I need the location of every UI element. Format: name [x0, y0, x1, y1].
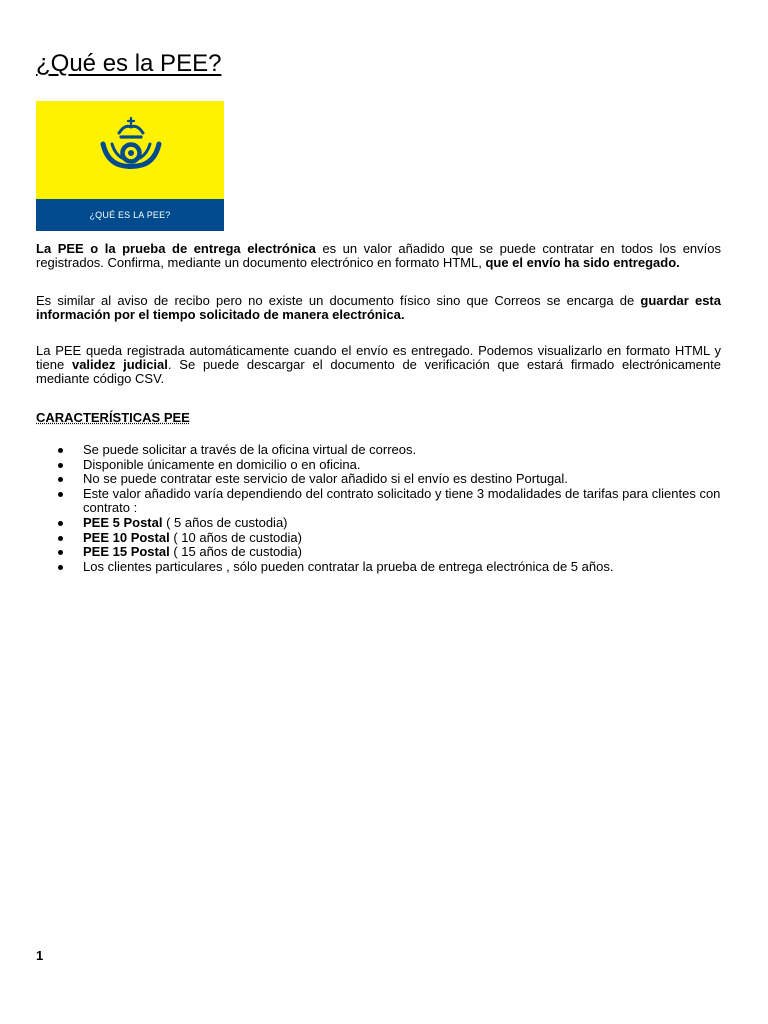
list-item-text: Disponible únicamente en domicilio o en oficina. — [83, 456, 361, 472]
paragraph-bold-text: que el envío ha sido entregado. — [485, 255, 680, 270]
list-item — [36, 472, 721, 487]
characteristics-list — [36, 443, 721, 574]
paragraph-bold-text: validez judicial — [71, 357, 168, 372]
list-item — [36, 487, 721, 516]
banner-caption: ¿QUÉ ES LA PEE? — [36, 199, 224, 231]
list-item — [36, 443, 721, 458]
list-item — [36, 531, 721, 546]
banner-yellow-area — [36, 101, 224, 199]
list-item-bold: PEE 5 Postal — [83, 514, 163, 530]
list-item-bold: PEE 10 Postal — [83, 529, 170, 545]
list-item-text: ( 15 años de custodia) — [169, 544, 302, 560]
list-item-text: Los clientes particulares , sólo pueden contratar la prueba de entrega electrónica de 5 años. — [83, 558, 614, 574]
paragraph-registration — [36, 344, 721, 386]
bullet-icon — [58, 492, 63, 497]
paragraph-definition — [36, 242, 721, 270]
bullet-icon — [58, 565, 63, 570]
list-item-text: ( 10 años de custodia) — [169, 529, 302, 545]
paragraph-bold-text: La PEE o la prueba de entrega electrónica — [36, 241, 316, 256]
paragraph-text: . Se puede descargar el documento de verificación que estará firmado electrónicamente mediante código CSV. — [36, 357, 721, 386]
list-item — [36, 560, 721, 575]
paragraph-text: Es similar al aviso de recibo pero no existe un documento físico sino que Correos se encarga de — [36, 293, 641, 308]
paragraph-comparison — [36, 294, 721, 322]
bullet-icon — [58, 536, 63, 541]
list-item — [36, 516, 721, 531]
paragraph-bold-text: guardar esta información por el tiempo solicitado de manera electrónica. — [36, 293, 721, 322]
list-item — [36, 458, 721, 473]
bullet-icon — [58, 521, 63, 526]
list-item-text: ( 5 años de custodia) — [162, 514, 288, 530]
list-item-text: No se puede contratar este servicio de valor añadido si el envío es destino Portugal. — [83, 471, 568, 487]
list-item-text: Se puede solicitar a través de la oficina virtual de correos. — [83, 442, 417, 457]
pee-banner-image — [36, 101, 224, 231]
list-item — [36, 545, 721, 560]
correos-logo-icon — [98, 116, 164, 178]
bullet-icon — [58, 463, 63, 468]
page-title: ¿Qué es la PEE? — [36, 50, 222, 77]
list-item-text: Este valor añadido varía dependiendo del contrato solicitado y tiene 3 modalidades de tarifas para clientes con contrato : — [83, 485, 721, 516]
bullet-icon — [58, 477, 63, 482]
list-item-bold: PEE 15 Postal — [83, 544, 170, 560]
bullet-icon — [58, 550, 63, 555]
paragraph-text: La PEE queda registrada automáticamente cuando el envío es entregado. Podemos visualizarlo en formato HTML y tiene — [36, 343, 721, 372]
paragraph-text: es un valor añadido que se puede contratar en todos los envíos registrados. Confirma, mediante un documento electrónico en formato HTML, — [36, 241, 722, 270]
bullet-icon — [58, 448, 63, 453]
page-number: 1 — [36, 948, 44, 963]
section-heading: CARACTERÍSTICAS PEE — [36, 410, 190, 425]
